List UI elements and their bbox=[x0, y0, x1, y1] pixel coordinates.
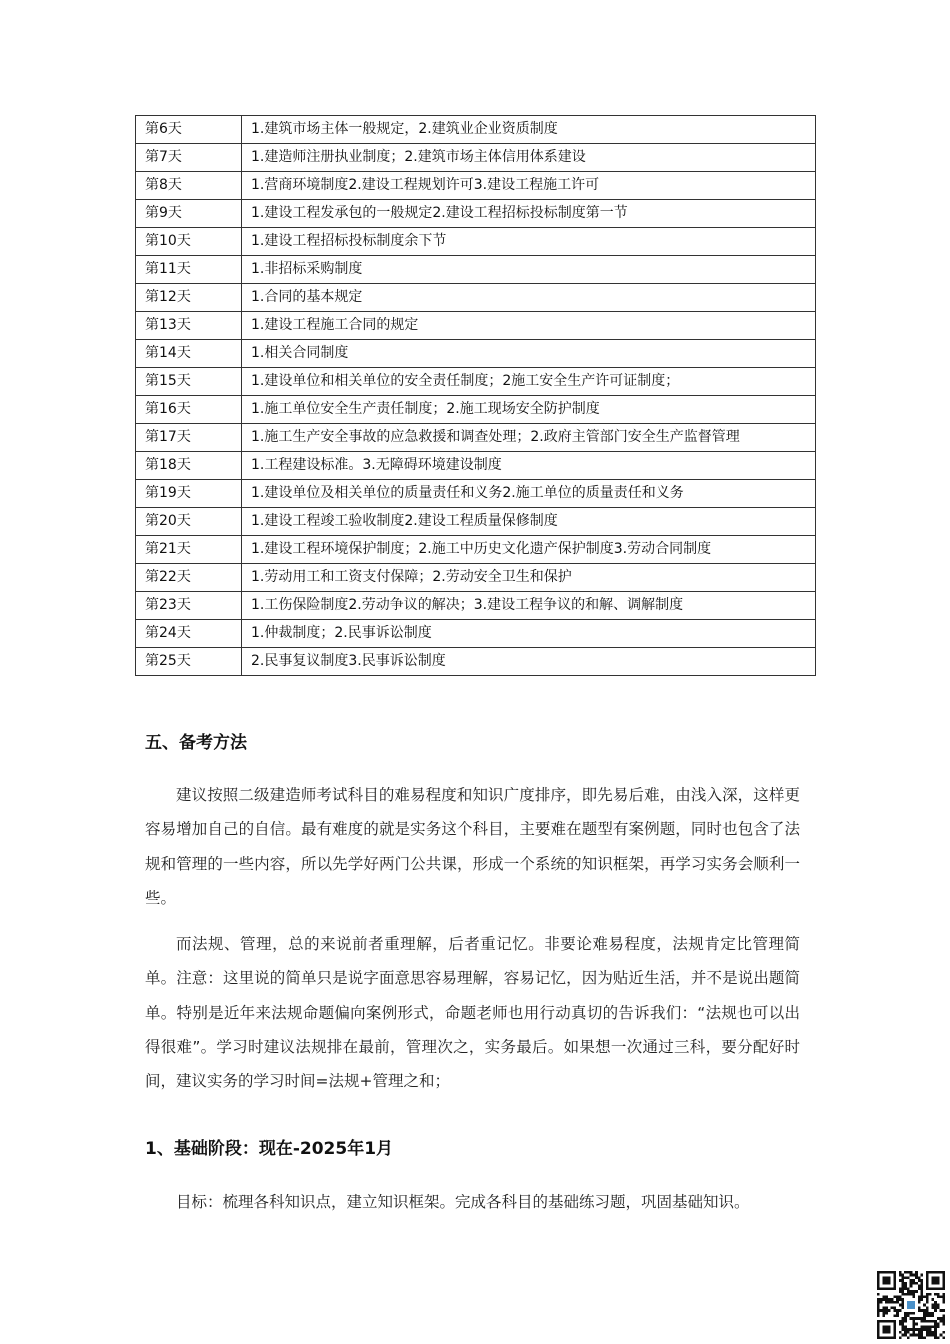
paragraph-text: 建议按照二级建造师考试科目的难易程度和知识广度排序，即先易后难，由浅入深，这样更容易增加自己的自信。最有难度的就是实务这个科目，主要难在题型有案例题，同时也包含了法规和管理的一些内容，所以先学好两门公共课，形成一个系统的知识框架，再学习实务会顺利一些。 bbox=[145, 786, 800, 907]
day-cell: 第9天 bbox=[136, 200, 242, 228]
table-row bbox=[136, 228, 816, 256]
prep-method-paragraph-2 bbox=[145, 927, 800, 1098]
table-row bbox=[136, 116, 816, 144]
table-row bbox=[136, 508, 816, 536]
day-cell: 第6天 bbox=[136, 116, 242, 144]
day-cell: 第10天 bbox=[136, 228, 242, 256]
table-row bbox=[136, 480, 816, 508]
table-row bbox=[136, 452, 816, 480]
day-cell: 第20天 bbox=[136, 508, 242, 536]
day-cell: 第25天 bbox=[136, 648, 242, 676]
topic-cell: 1.劳动用工和工资支付保障；2.劳动安全卫生和保护 bbox=[242, 564, 816, 592]
paragraph-text: 而法规、管理，总的来说前者重理解，后者重记忆。非要论难易程度，法规肯定比管理简单。注意：这里说的简单只是说字面意思容易理解，容易记忆，因为贴近生活，并不是说出题简单。特别是近年来法规命题偏向案例形式，命题老师也用行动真切的告诉我们：“法规也可以出得很难”。学习时建议法规排在最前，管理次之，实务最后。如果想一次通过三科，要分配好时间，建议实务的学习时间=法规+管理之和； bbox=[145, 935, 800, 1091]
table-row bbox=[136, 200, 816, 228]
day-cell: 第23天 bbox=[136, 592, 242, 620]
day-cell: 第16天 bbox=[136, 396, 242, 424]
table-row bbox=[136, 424, 816, 452]
day-cell: 第15天 bbox=[136, 368, 242, 396]
topic-cell: 1.相关合同制度 bbox=[242, 340, 816, 368]
table-row bbox=[136, 284, 816, 312]
table-row bbox=[136, 592, 816, 620]
topic-cell: 1.工伤保险制度2.劳动争议的解决；3.建设工程争议的和解、调解制度 bbox=[242, 592, 816, 620]
table-row bbox=[136, 172, 816, 200]
topic-cell: 1.建设工程环境保护制度；2.施工中历史文化遗产保护制度3.劳动合同制度 bbox=[242, 536, 816, 564]
basic-stage-goal bbox=[145, 1185, 800, 1219]
table-row bbox=[136, 340, 816, 368]
day-cell: 第17天 bbox=[136, 424, 242, 452]
topic-cell: 1.建设工程发承包的一般规定2.建设工程招标投标制度第一节 bbox=[242, 200, 816, 228]
topic-cell: 1.建设单位及相关单位的质量责任和义务2.施工单位的质量责任和义务 bbox=[242, 480, 816, 508]
prep-method-paragraph-1 bbox=[145, 778, 800, 915]
day-cell: 第11天 bbox=[136, 256, 242, 284]
day-cell: 第14天 bbox=[136, 340, 242, 368]
topic-cell: 1.建设工程招标投标制度余下节 bbox=[242, 228, 816, 256]
day-cell: 第21天 bbox=[136, 536, 242, 564]
table-row bbox=[136, 368, 816, 396]
day-cell: 第22天 bbox=[136, 564, 242, 592]
qr-code-icon bbox=[877, 1271, 945, 1339]
day-cell: 第18天 bbox=[136, 452, 242, 480]
topic-cell: 1.非招标采购制度 bbox=[242, 256, 816, 284]
topic-cell: 1.建设单位和相关单位的安全责任制度；2施工安全生产许可证制度； bbox=[242, 368, 816, 396]
topic-cell: 1.建造师注册执业制度；2.建筑市场主体信用体系建设 bbox=[242, 144, 816, 172]
table-row bbox=[136, 312, 816, 340]
table-row bbox=[136, 536, 816, 564]
study-schedule-body bbox=[136, 116, 816, 676]
day-cell: 第12天 bbox=[136, 284, 242, 312]
topic-cell: 1.建筑市场主体一般规定，2.建筑业企业资质制度 bbox=[242, 116, 816, 144]
table-row bbox=[136, 564, 816, 592]
section-heading-prep-method: 五、备考方法 bbox=[145, 733, 247, 753]
table-row bbox=[136, 620, 816, 648]
table-row bbox=[136, 648, 816, 676]
topic-cell: 1.施工单位安全生产责任制度；2.施工现场安全防护制度 bbox=[242, 396, 816, 424]
topic-cell: 1.施工生产安全事故的应急救援和调查处理；2.政府主管部门安全生产监督管理 bbox=[242, 424, 816, 452]
topic-cell: 1.合同的基本规定 bbox=[242, 284, 816, 312]
topic-cell: 2.民事复议制度3.民事诉讼制度 bbox=[242, 648, 816, 676]
day-cell: 第24天 bbox=[136, 620, 242, 648]
section-heading-basic-stage: 1、基础阶段：现在-2025年1月 bbox=[145, 1139, 394, 1159]
study-schedule-table bbox=[135, 115, 816, 676]
day-cell: 第8天 bbox=[136, 172, 242, 200]
topic-cell: 1.营商环境制度2.建设工程规划许可3.建设工程施工许可 bbox=[242, 172, 816, 200]
topic-cell: 1.工程建设标准。3.无障碍环境建设制度 bbox=[242, 452, 816, 480]
paragraph-text: 目标：梳理各科知识点，建立知识框架。完成各科目的基础练习题，巩固基础知识。 bbox=[176, 1193, 750, 1211]
table-row bbox=[136, 144, 816, 172]
table-row bbox=[136, 256, 816, 284]
day-cell: 第19天 bbox=[136, 480, 242, 508]
topic-cell: 1.仲裁制度；2.民事诉讼制度 bbox=[242, 620, 816, 648]
topic-cell: 1.建设工程施工合同的规定 bbox=[242, 312, 816, 340]
day-cell: 第13天 bbox=[136, 312, 242, 340]
table-row bbox=[136, 396, 816, 424]
day-cell: 第7天 bbox=[136, 144, 242, 172]
topic-cell: 1.建设工程竣工验收制度2.建设工程质量保修制度 bbox=[242, 508, 816, 536]
